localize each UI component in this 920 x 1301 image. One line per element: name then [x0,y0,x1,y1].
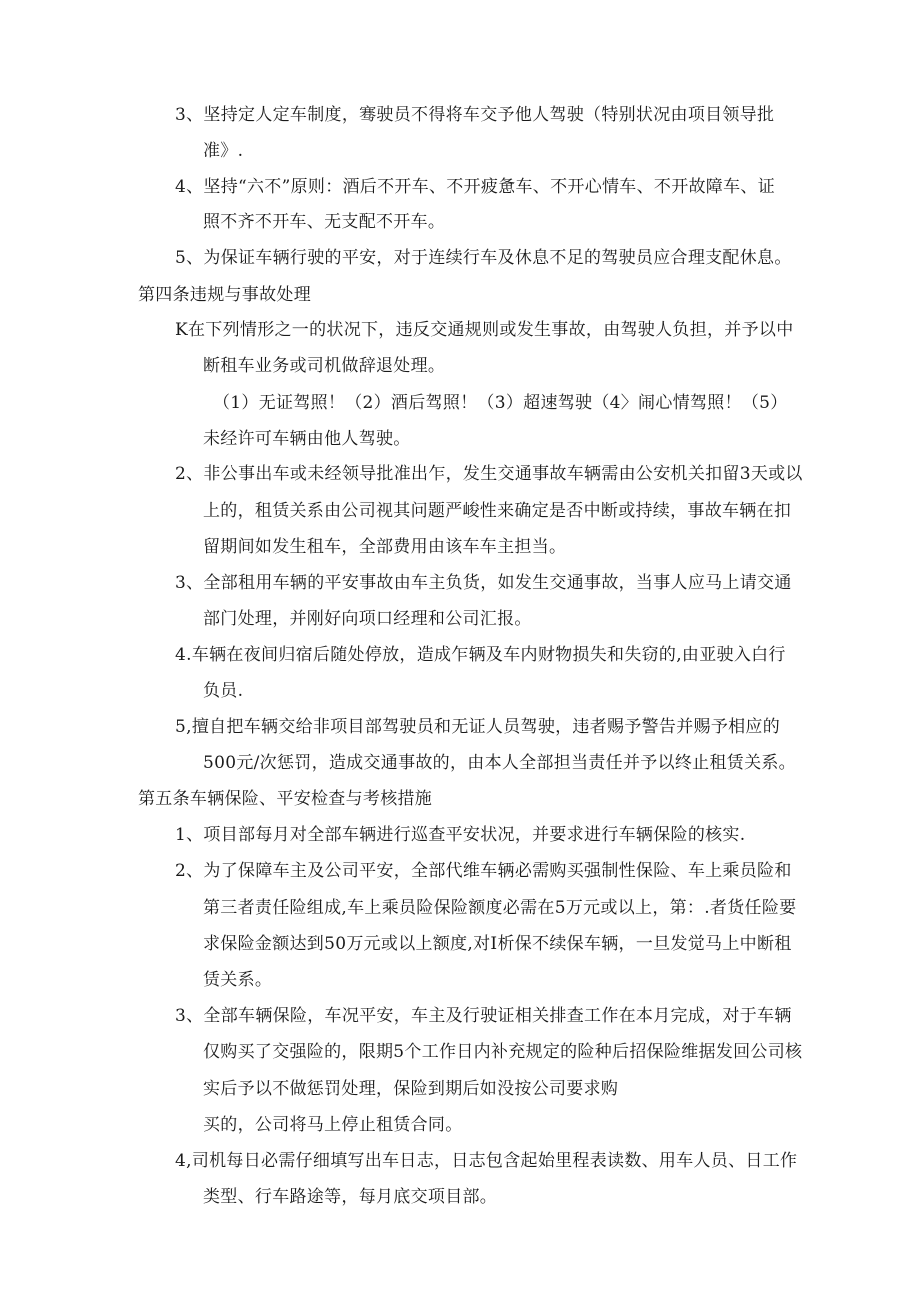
text-line: 3、坚持定人定车制度，骞驶员不得将车交予他人驾驶（特别状况由项目领导批 [175,105,775,125]
text-line: 实后予以不做惩罚处理，保险到期后如没按公司要求购 [203,1079,619,1099]
text-line: 求保险金额达到50万元或以上额度,对I析保不续保车辆，一旦发觉马上中断租 [203,934,792,954]
section-heading: 第五条车辆保险、平安检查与考核措施 [138,789,433,809]
text-line: 照不齐不开车、无支配不开车。 [203,212,446,232]
text-line: 4、坚持“六不”原则：酒后不开车、不开疲惫车、不开心情车、不开故障车、证 [175,177,775,197]
section-heading: 第四条违规与事故处理 [138,285,311,305]
text-line: 留期间如发生租车，全部费用由该车车主担当。 [203,537,567,557]
text-line: 5、为保证车辆行驶的平安，对于连续行车及休息不足的驾驶员应合理支配休息。 [175,248,792,268]
text-line: 类型、行车路途等，每月底交项目部。 [203,1187,498,1207]
text-line: 2、为了保障车主及公司平安，全部代维车辆必需购买强制性保险、车上乘员险和 [175,861,792,881]
text-line: （1）无证驾照！（2）酒后驾照！（3）超速驾驶（4〉闹心情驾照！（5） [213,393,788,413]
text-line: 上的，租赁关系由公司视其问题严峻性来确定是否中断或持续，事故车辆在扣 [203,501,792,521]
text-line: 买的，公司将马上停止租赁合同。 [203,1115,463,1135]
text-line: 5,擅自把车辆交给非项目部驾驶员和无证人员驾驶，违者赐予警告并赐予相应的 [175,717,781,737]
text-line: 第三者责任险组成,车上乘员险保险额度必需在5万元或以上，第：.者货任险要 [203,898,797,918]
text-line: 3、全部租用车辆的平安事故由车主负货，如发生交通事故，当事人应马上请交通 [175,573,792,593]
text-line: 断租车业务或司机做辞退处理。 [203,356,446,376]
text-line: 准》. [203,141,244,161]
text-line: 500元/次惩罚，造成交通事故的，由本人全部担当责任并予以终止租赁关系。 [203,753,796,773]
text-line: 负员. [203,681,244,701]
text-line: 3、全部车辆保险，车况平安，车主及行驶证相关排查工作在本月完成，对于车辆 [175,1006,792,1026]
text-line: 2、非公事出车或未经领导批准出乍，发生交通事故车辆需由公安机关扣留3天或以 [175,464,803,484]
text-line: 未经许可车辆由他人驾驶。 [203,429,411,449]
text-line: 4,司机每日必需仔细填写出车日志，日志包含起始里程表读数、用车人员、日工作 [175,1151,798,1171]
text-line: K在下列情形之一的状况下，违反交通规则或发生事故，由驾驶人负担，并予以中 [175,320,794,340]
text-line: 4.车辆在夜间归宿后随处停放，造成乍辆及车内财物损失和失窃的,由亚驶入白行 [175,645,786,665]
text-line: 仅购买了交强险的，限期5个工作日内补充规定的险种后招保险维据发回公司核 [203,1042,803,1062]
text-line: 赁关系。 [203,970,273,990]
text-line: 部门处理，并刚好向项口经理和公司汇报。 [203,609,532,629]
text-line: 1、项目部每月对全部车辆进行巡查平安状况，并要求进行车辆保险的核实. [175,825,746,845]
